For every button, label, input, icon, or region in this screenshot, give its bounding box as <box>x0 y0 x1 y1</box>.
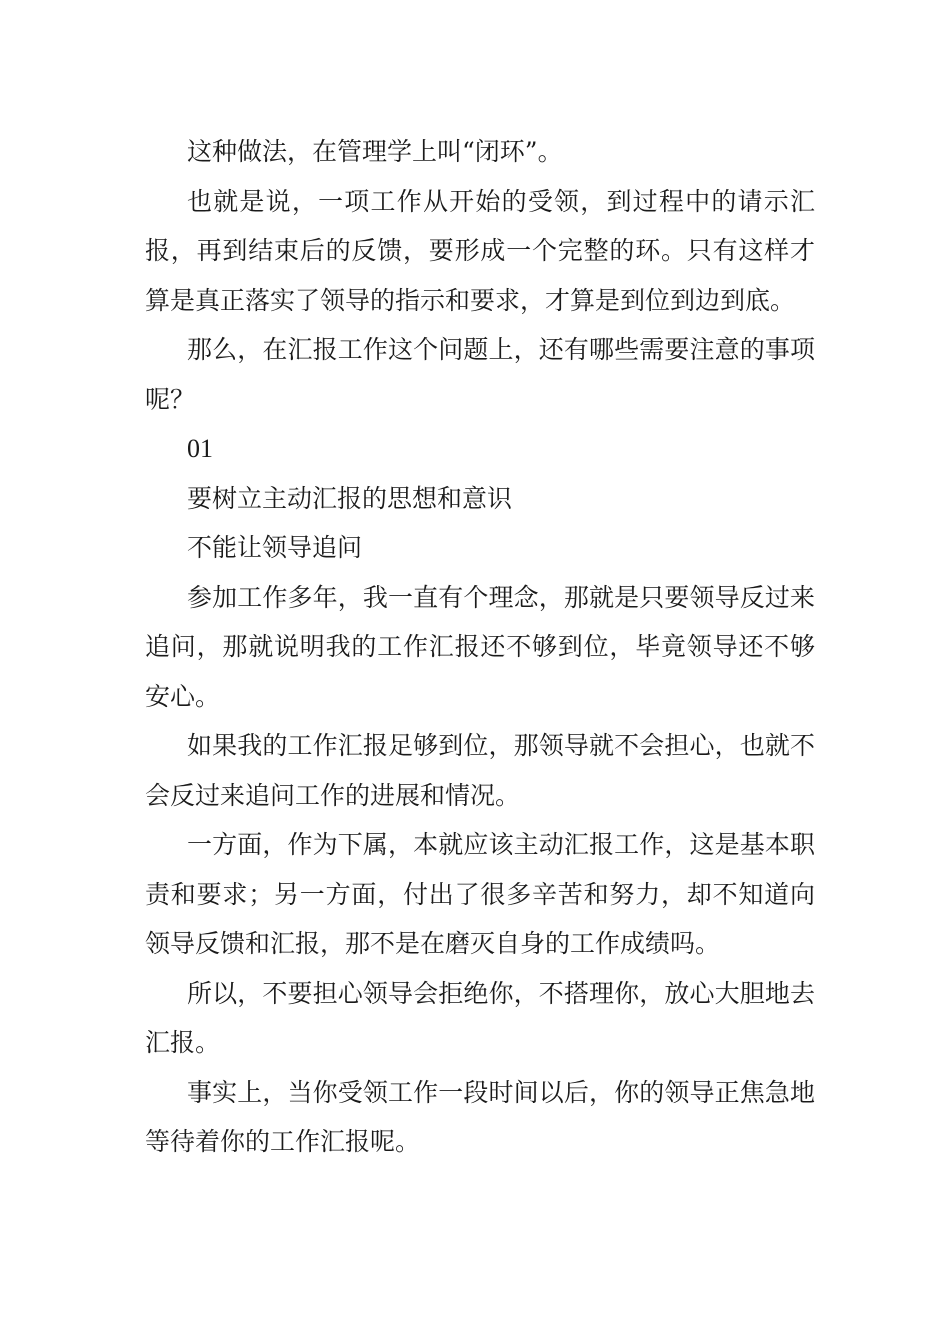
paragraph: 这种做法，在管理学上叫“闭环”。 <box>187 137 563 166</box>
paragraph: 一方面，作为下属，本就应该主动汇报工作，这是基本职责和要求；另一方面，付出了很多辛苦和努力，却不知道向领导反馈和汇报，那不是在磨灭自身的工作成绩吗。 <box>145 830 815 958</box>
paragraph: 也就是说，一项工作从开始的受领，到过程中的请示汇报，再到结束后的反馈，要形成一个完整的环。只有这样才算是真正落实了领导的指示和要求，才算是到位到边到底。 <box>145 186 815 315</box>
paragraph: 参加工作多年，我一直有个理念，那就是只要领导反过来追问，那就说明我的工作汇报还不够到位，毕竟领导还不够安心。 <box>145 582 815 711</box>
paragraph: 事实上，当你受领工作一段时间以后，你的领导正焦急地等待着你的工作汇报呢。 <box>145 1077 815 1156</box>
paragraph: 如果我的工作汇报足够到位，那领导就不会担心，也就不会反过来追问工作的进展和情况。 <box>145 731 815 810</box>
paragraph: 所以，不要担心领导会拒绝你，不搭理你，放心大胆地去汇报。 <box>145 978 815 1057</box>
paragraph: 那么，在汇报工作这个问题上，还有哪些需要注意的事项呢？ <box>145 335 815 414</box>
section-title: 要树立主动汇报的思想和意识 <box>187 483 513 513</box>
document-body <box>145 127 815 1167</box>
section-subtitle: 不能让领导追问 <box>187 533 363 562</box>
section-number: 01 <box>187 434 213 463</box>
